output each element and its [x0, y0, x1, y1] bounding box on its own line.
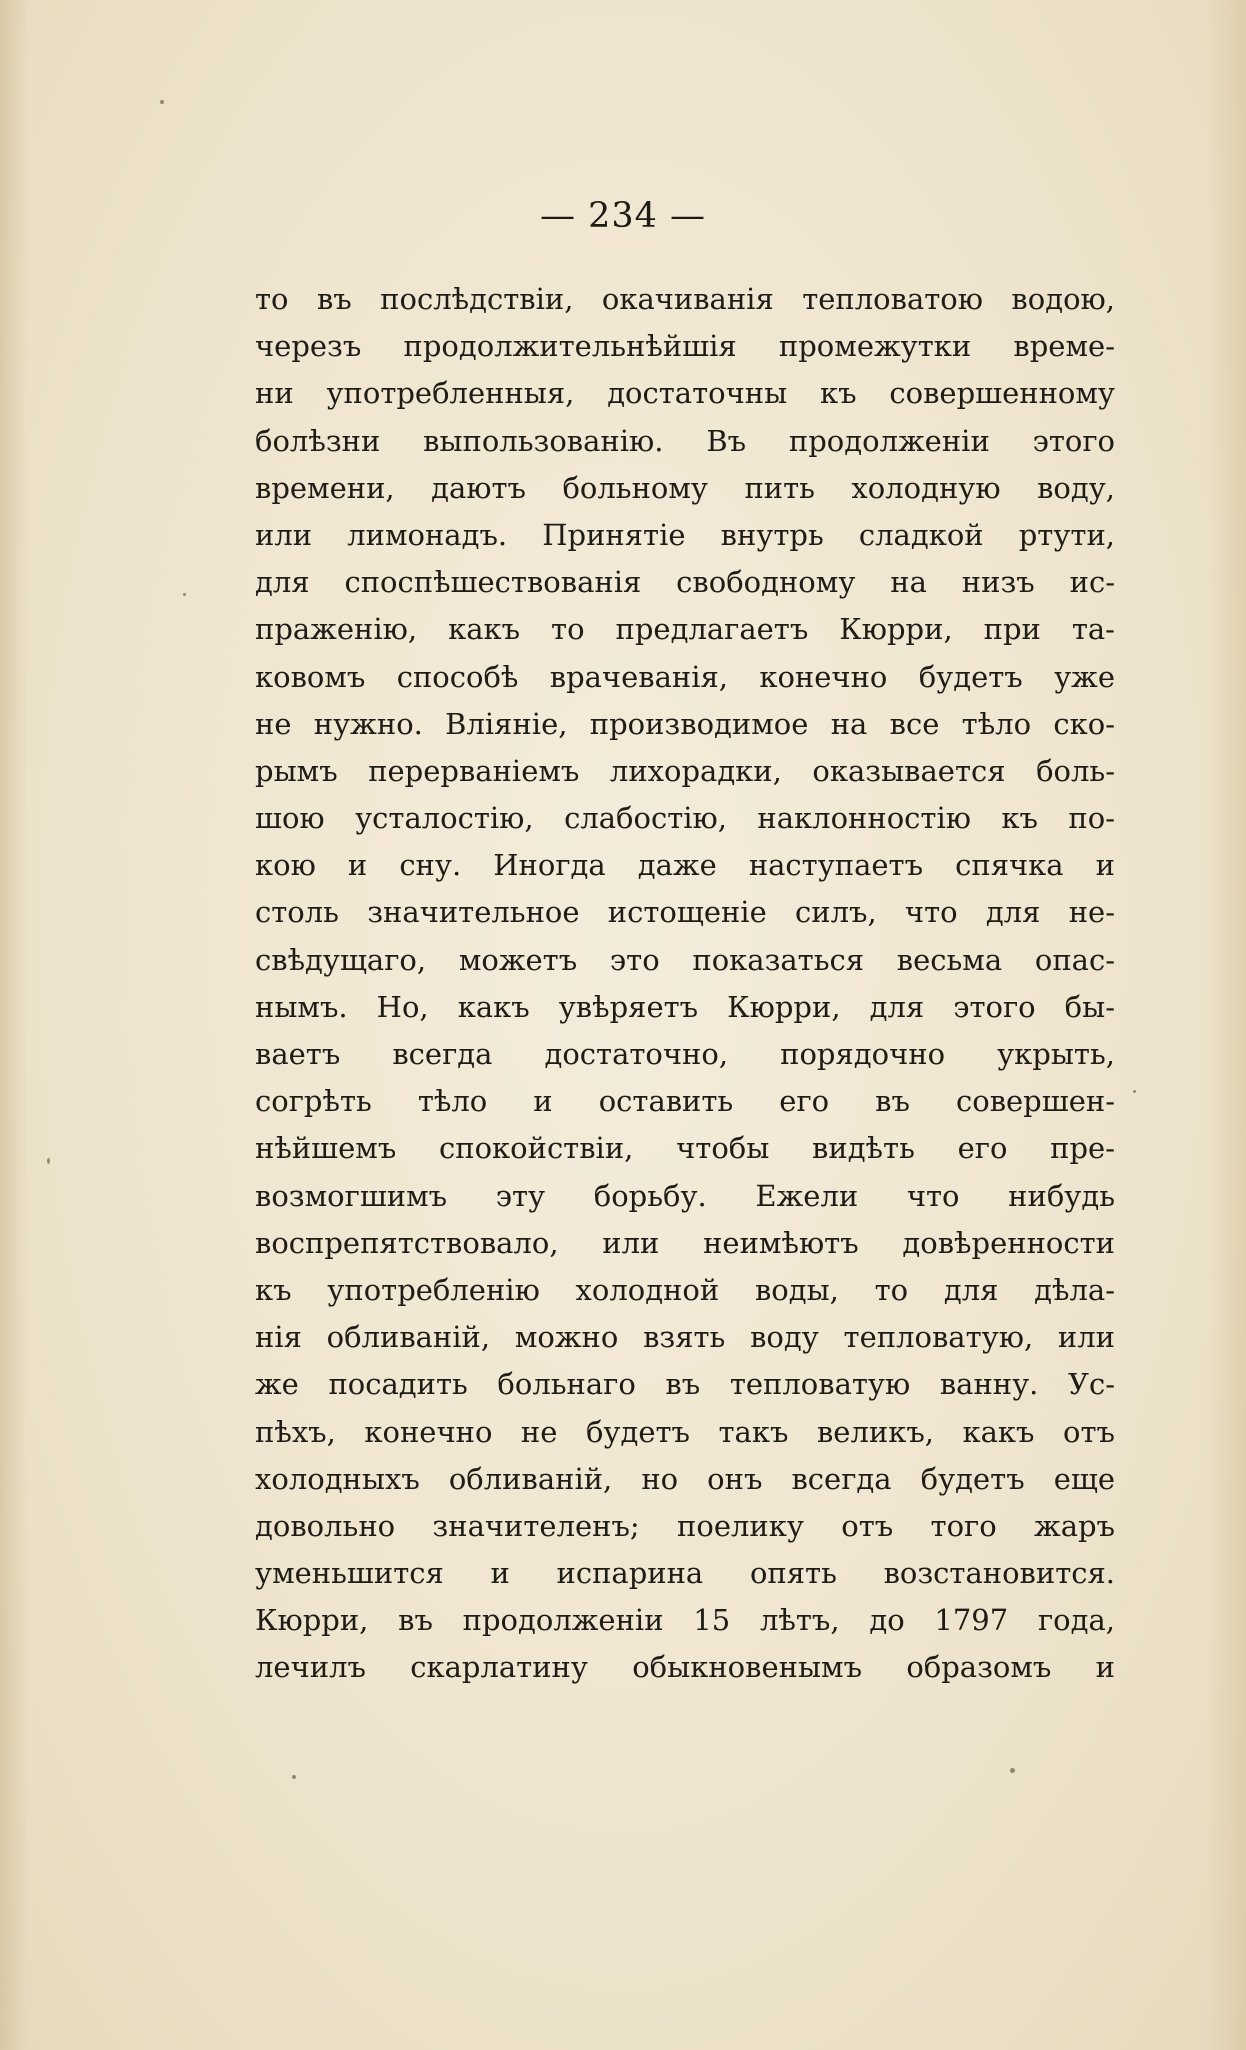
text-line: возмогшимъ эту борьбу. Ежели что нибудь [255, 1178, 1115, 1213]
text-line: рымъ перерваніемъ лихорадки, оказывается боль- [255, 753, 1115, 788]
paper-speck [292, 1775, 296, 1779]
page-number: — 234 — [539, 196, 707, 236]
text-line: нія обливаній, можно взять воду тепловатую, или [255, 1320, 1115, 1355]
text-line: холодныхъ обливаній, но онъ всегда будетъ еще [255, 1461, 1115, 1496]
text-line: ваетъ всегда достаточно, порядочно укрыть, [255, 1037, 1115, 1071]
text-line: лечилъ скарлатину обыкновенымъ образомъ и [255, 1650, 1115, 1685]
text-line: уменьшится и испарина опять возстановится. [255, 1556, 1115, 1591]
paper-speck [1010, 1768, 1015, 1773]
text-line: кою и сну. Иногда даже наступаетъ спячка и [255, 848, 1115, 883]
text-line: то въ послѣдствіи, окачиванія тепловатою водою, [255, 282, 1115, 316]
text-line: для споспѣшествованія свободному на низъ ис- [255, 565, 1115, 600]
text-line: нымъ. Но, какъ увѣряетъ Кюрри, для этого бы- [255, 989, 1115, 1024]
text-line: къ употребленію холодной воды, то для дѣла- [255, 1272, 1115, 1307]
text-line: черезъ продолжительнѣйшія промежутки време- [255, 329, 1115, 364]
paper-speck [160, 100, 164, 104]
text-line: же посадить больнаго въ тепловатую ванну. Ус- [255, 1367, 1115, 1402]
text-line: ковомъ способѣ врачеванія, конечно будетъ уже [255, 659, 1115, 694]
text-line: довольно значителенъ; поелику отъ того жаръ [255, 1508, 1115, 1543]
text-line: шою усталостію, слабостію, наклонностію къ по- [255, 801, 1115, 836]
text-line: пѣхъ, конечно не будетъ такъ великъ, какъ отъ [255, 1414, 1115, 1449]
text-line: свѣдущаго, можетъ это показаться весьма опас- [255, 942, 1115, 977]
text-line: болѣзни выпользованію. Въ продолженіи этого [255, 423, 1115, 458]
body-text [255, 276, 1115, 1692]
text-line: нѣйшемъ спокойствіи, чтобы видѣть его пре- [255, 1131, 1115, 1166]
page-edge-shadow-right [1206, 0, 1246, 2050]
text-line: не нужно. Вліяніе, производимое на все тѣло ско- [255, 706, 1115, 741]
text-line: согрѣть тѣло и оставить его въ совершен- [255, 1084, 1115, 1119]
text-line: времени, даютъ больному пить холодную воду, [255, 470, 1115, 505]
text-line: столь значительное истощеніе силъ, что для не- [255, 895, 1115, 930]
paper-speck [1133, 1090, 1136, 1093]
paper-speck [183, 593, 186, 596]
paper-speck [47, 1158, 50, 1164]
page-edge-shadow-left [0, 0, 28, 2050]
text-line: праженію, какъ то предлагаетъ Кюрри, при та- [255, 612, 1115, 647]
text-line: ни употребленныя, достаточны къ совершенному [255, 376, 1115, 411]
text-line: Кюрри, въ продолженіи 15 лѣтъ, до 1797 года, [255, 1603, 1115, 1638]
text-line: или лимонадъ. Принятіе внутрь сладкой ртути, [255, 517, 1115, 552]
text-line: воспрепятствовало, или неимѣютъ довѣренности [255, 1225, 1115, 1260]
